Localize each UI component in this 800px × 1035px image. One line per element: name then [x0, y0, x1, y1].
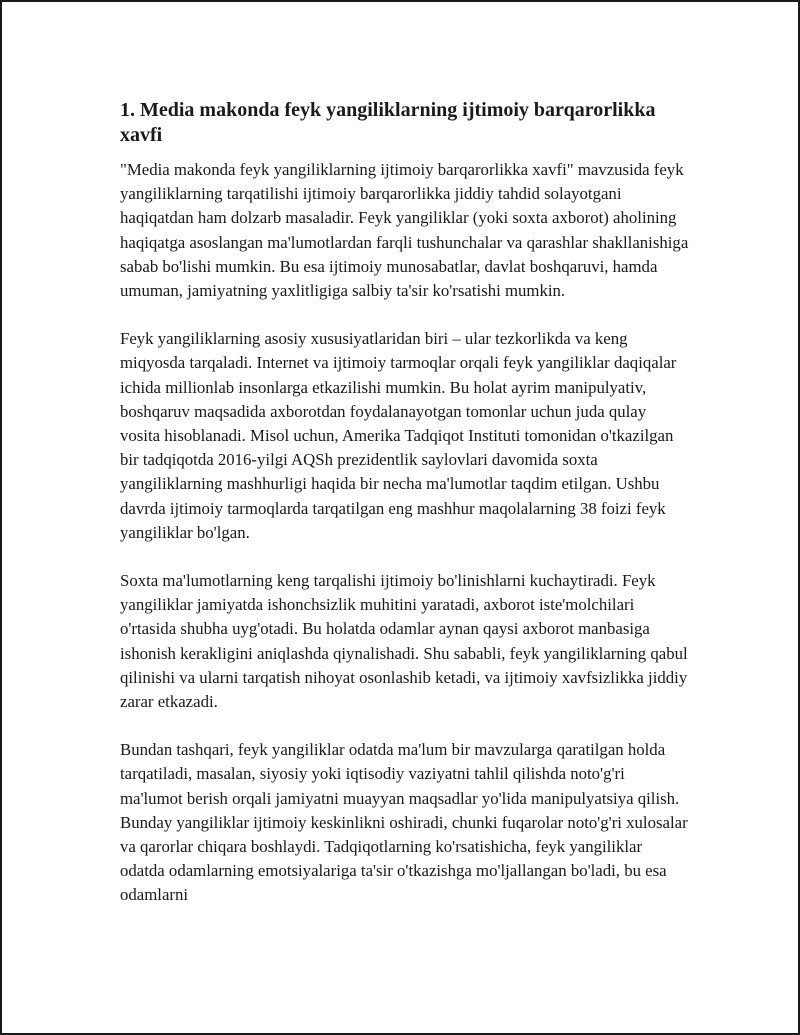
- document-body: [120, 98, 690, 932]
- paragraph-1: "Media makonda feyk yangiliklarning ijtimoiy barqarorlikka xavfi" mavzusida feyk yangiliklarning tarqatilishi ijtimoiy barqarorlikka jiddiy tahdid solayotgani haqiqatdan ham dolzarb masaladir. Feyk yangiliklar (yoki soxta axborot) aholining haqiqatga asoslangan ma'lumotlardan farqli tushunchalar va qarashlar shakllanishiga sabab bo'lishi mumkin. Bu esa ijtimoiy munosabatlar, davlat boshqaruvi, hamda umuman, jamiyatning yaxlitligiga salbiy ta'sir ko'rsatishi mumkin.: [120, 160, 689, 301]
- paragraph-3: Soxta ma'lumotlarning keng tarqalishi ijtimoiy bo'linishlarni kuchaytiradi. Feyk yangiliklar jamiyatda ishonchsizlik muhitini yaratadi, axborot iste'molchilari o'rtasida shubha uyg'otadi. Bu holatda odamlar aynan qaysi axborot manbasiga ishonish kerakligini aniqlashda qiynalishadi. Shu sababli, feyk yangiliklarning qabul qilinishi va ularni tarqatish nihoyat osonlashib ketadi, va ijtimoiy xavfsizlikka jiddiy zarar etkazadi.: [120, 571, 688, 712]
- paragraph-4: Bundan tashqari, feyk yangiliklar odatda ma'lum bir mavzularga qaratilgan holda tarqatiladi, masalan, siyosiy yoki iqtisodiy vaziyatni tahlil qilishda noto'g'ri ma'lumot berish orqali jamiyatni muayyan maqsadlar yo'lida manipulyatsiya qilish. Bunday yangiliklar ijtimoiy keskinlikni oshiradi, chunki fuqarolar noto'g'ri xulosalar va qarorlar chiqara boshlaydi. Tadqiqotlarning ko'rsatishicha, feyk yangiliklar odatda odamlarning emotsiyalariga ta'sir o'tkazishga mo'ljallangan bo'ladi, bu esa odamlarni: [120, 740, 688, 905]
- section-title: 1. Media makonda feyk yangiliklarning ijtimoiy barqarorlikka xavfi: [120, 99, 656, 146]
- paragraph-2: Feyk yangiliklarning asosiy xususiyatlaridan biri – ular tezkorlikda va keng miqyosda tarqaladi. Internet va ijtimoiy tarmoqlar orqali feyk yangiliklar daqiqalar ichida millionlab insonlarga etkazilishi mumkin. Bu holat ayrim manipulyativ, boshqaruv maqsadida axborotdan foydalanayotgan tomonlar uchun juda qulay vosita hisoblanadi. Misol uchun, Amerika Tadqiqot Instituti tomonidan o'tkazilgan bir tadqiqotda 2016-yilgi AQSh prezidentlik saylovlari davomida soxta yangiliklarning mashhurligi haqida bir necha ma'lumotlar taqdim etilgan. Ushbu davrda ijtimoiy tarmoqlarda tarqatilgan eng mashhur maqolalarning 38 foizi feyk yangiliklar bo'lgan.: [120, 329, 677, 542]
